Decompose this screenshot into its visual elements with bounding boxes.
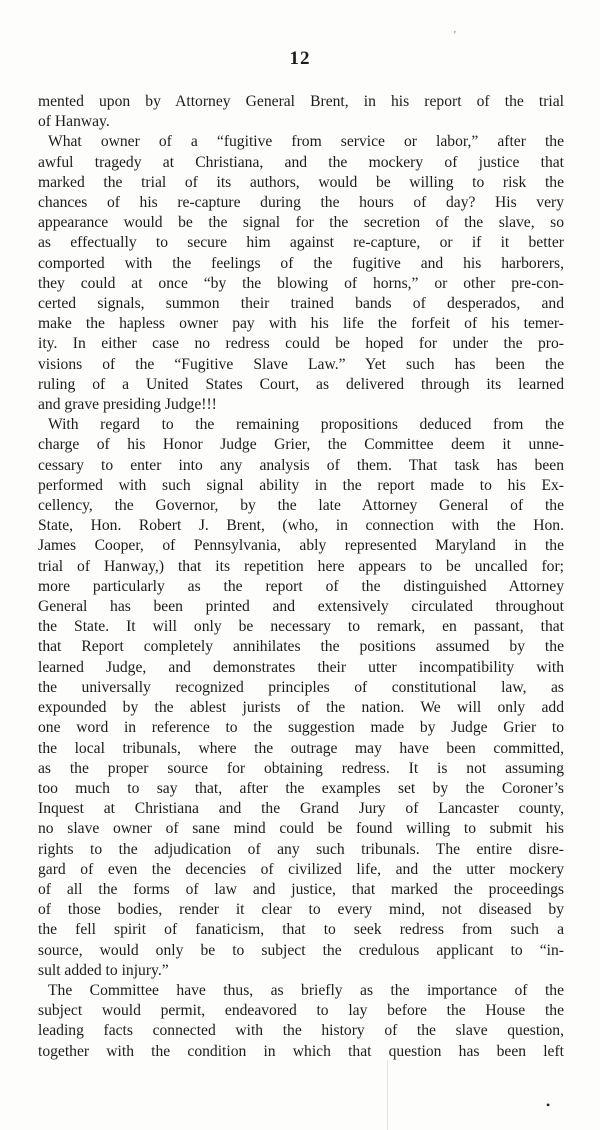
text-line: certed signals, summon their trained bands of desperados, and bbox=[38, 295, 564, 313]
bottom-speck: • bbox=[546, 1098, 551, 1112]
text-line: the universally recognized principles of constitutional law, as bbox=[38, 678, 564, 696]
text-line: charge of his Honor Judge Grier, the Committee deem it unne- bbox=[38, 436, 564, 454]
text-line: marked the trial of its authors, would be willing to risk the bbox=[38, 173, 564, 191]
text-line: together with the condition in which that question has been left bbox=[38, 1042, 564, 1060]
text-line: chances of his re-capture during the hours of day? His very bbox=[38, 194, 564, 212]
text-line: With regard to the remaining propositions deduced from the bbox=[48, 416, 564, 434]
text-line: awful tragedy at Christiana, and the mockery of justice that bbox=[38, 153, 564, 171]
text-line: of Hanway. bbox=[38, 113, 110, 131]
text-line: as effectually to secure him against re-capture, or if it better bbox=[38, 234, 564, 252]
text-line: expounded by the ablest jurists of the nation. We will only add bbox=[38, 699, 564, 717]
text-line: mented upon by Attorney General Brent, in his report of the trial bbox=[38, 93, 564, 110]
text-line: of those bodies, render it clear to every mind, not diseased by bbox=[38, 901, 564, 919]
text-line: the local tribunals, where the outrage may have been committed, bbox=[38, 739, 564, 757]
text-line: source, would only be to subject the credulous applicant to “in- bbox=[38, 941, 564, 959]
text-line: the State. It will only be necessary to remark, en passant, that bbox=[38, 618, 564, 636]
top-speck: ' bbox=[454, 30, 456, 41]
text-line: comported with the feelings of the fugitive and his harborers, bbox=[38, 254, 564, 272]
text-line: rights to the adjudication of any such tribunals. The entire disre- bbox=[38, 840, 564, 858]
text-line: one word in reference to the suggestion made by Judge Grier to bbox=[38, 719, 564, 737]
text-line: Inquest at Christiana and the Grand Jury of Lancaster county, bbox=[38, 800, 564, 818]
text-line: of all the forms of law and justice, that marked the proceedings bbox=[38, 880, 564, 898]
text-line: visions of the “Fugitive Slave Law.” Yet such has been the bbox=[38, 355, 564, 373]
text-line: that Report completely annihilates the positions assumed by the bbox=[38, 638, 564, 656]
text-line: cellency, the Governor, by the late Attorney General of the bbox=[38, 497, 564, 515]
fold-crease bbox=[387, 1060, 388, 1130]
text-line: State, Hon. Robert J. Brent, (who, in connection with the Hon. bbox=[38, 517, 564, 535]
text-line: appearance would be the signal for the secretion of the slave, so bbox=[38, 214, 564, 232]
text-line: no slave owner of sane mind could be found willing to submit his bbox=[38, 820, 564, 838]
text-line: too much to say that, after the examples set by the Coroner’s bbox=[38, 779, 564, 797]
body-text bbox=[38, 92, 564, 1062]
text-line: trial of Hanway,) that its repetition here appears to be uncalled for; bbox=[38, 557, 564, 575]
text-line: subject would permit, endeavored to lay before the House the bbox=[38, 1002, 564, 1020]
text-line: sult added to injury.” bbox=[38, 961, 169, 979]
text-line: as the proper source for obtaining redress. It is not assuming bbox=[38, 759, 564, 777]
text-line: they could at once “by the blowing of horns,” or other pre-con- bbox=[38, 274, 564, 292]
text-line: ity. In either case no redress could be hoped for under the pro- bbox=[38, 335, 564, 353]
text-line: cessary to enter into any analysis of them. That task has been bbox=[38, 456, 564, 474]
text-line: gard of even the decencies of civilized life, and the utter mockery bbox=[38, 860, 564, 878]
text-line: the fell spirit of fanaticism, that to seek redress from such a bbox=[38, 921, 564, 939]
text-line: learned Judge, and demonstrates their utter incompatibility with bbox=[38, 658, 564, 676]
text-line: James Cooper, of Pennsylvania, ably represented Maryland in the bbox=[38, 537, 564, 555]
text-line: General has been printed and extensively circulated throughout bbox=[38, 598, 564, 616]
text-line: ruling of a United States Court, as delivered through its learned bbox=[38, 375, 564, 393]
text-line: leading facts connected with the history of the slave question, bbox=[38, 1022, 564, 1040]
text-line: make the hapless owner pay with his life the forfeit of his temer- bbox=[38, 315, 564, 333]
text-line: more particularly as the report of the distinguished Attorney bbox=[38, 577, 564, 595]
text-line: The Committee have thus, as briefly as the importance of the bbox=[48, 981, 564, 999]
text-line: What owner of a “fugitive from service or labor,” after the bbox=[48, 133, 564, 151]
text-line: and grave presiding Judge!!! bbox=[38, 396, 217, 414]
page-number: 12 bbox=[289, 48, 311, 69]
text-line: performed with such signal ability in the report made to his Ex- bbox=[38, 476, 564, 494]
